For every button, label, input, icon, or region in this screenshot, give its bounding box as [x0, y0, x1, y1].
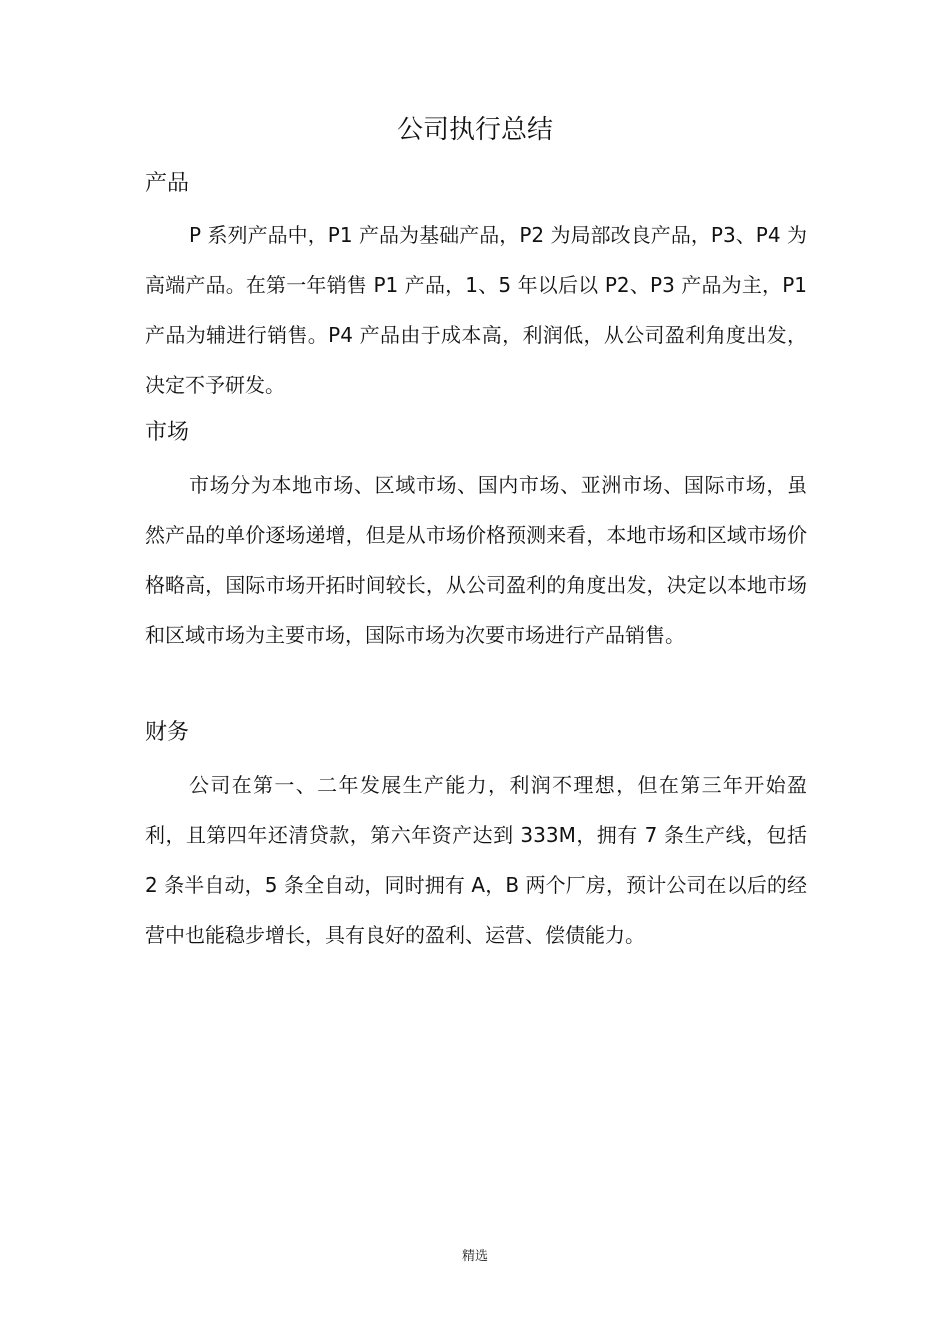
section-body-product: P 系列产品中，P1 产品为基础产品，P2 为局部改良产品，P3、P4 为高端产品。在第一年销售 P1 产品，1、5 年以后以 P2、P3 产品为主，P1 产品为辅进行销售。P4 产品由于成本高，利润低，从公司盈利角度出发，决定不予研发。 [145, 223, 807, 397]
section-body-finance: 公司在第一、二年发展生产能力，利润不理想，但在第三年开始盈利，且第四年还清贷款，第六年资产达到 333M，拥有 7 条生产线，包括 2 条半自动，5 条全自动，同时拥有 A，B 两个厂房，预计公司在以后的经营中也能稳步增长，具有良好的盈利、运营、偿债能力。 [145, 773, 807, 947]
document-title: 公司执行总结 [396, 115, 553, 145]
page-footer-label: 精选 [461, 1249, 488, 1264]
section-heading-market: 市场 [145, 420, 190, 445]
section-heading-product: 产品 [145, 171, 190, 196]
section-body-market: 市场分为本地市场、区域市场、国内市场、亚洲市场、国际市场，虽然产品的单价逐场递增，但是从市场价格预测来看，本地市场和区域市场价格略高，国际市场开拓时间较长，从公司盈利的角度出发，决定以本地市场和区域市场为主要市场，国际市场为次要市场进行产品销售。 [145, 473, 807, 647]
section-heading-finance: 财务 [145, 720, 190, 745]
